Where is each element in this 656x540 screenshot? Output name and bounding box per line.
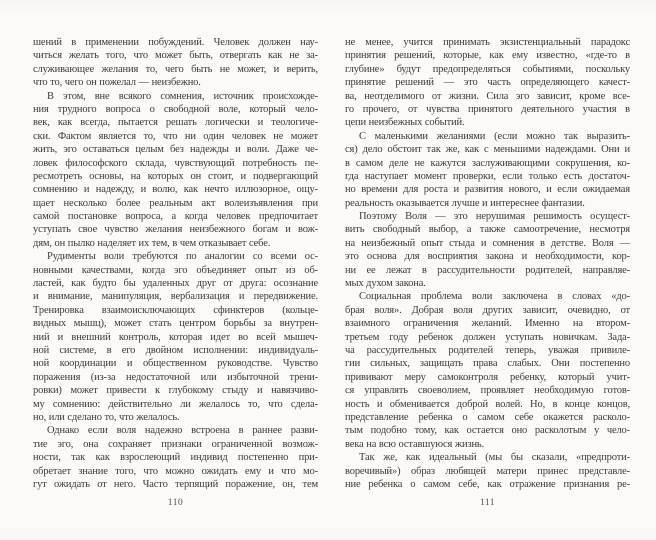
text-line: читься желать того, что может быть, отвергать как не за- <box>33 50 318 62</box>
text-line: но времени для роста и развития нового, и если ожидаемая <box>345 184 630 196</box>
text-line: шений в применении побуждений. Человек должен нау- <box>33 37 318 48</box>
text-line: ности, так как взрослеющий индивид постепенно при- <box>33 452 318 464</box>
text-line: третьем году ребенок должен уступать новичкам. Зада- <box>345 331 630 343</box>
text-line: ся) дело обстоит так же, как с меньшими надеждами. Они и <box>345 144 630 156</box>
text-line: гии сильных, защищать права слабых. Они постепенно <box>345 358 630 370</box>
text-line: ний и внешний контроль, которая идет во всей мышеч- <box>33 331 318 343</box>
text-line: ся управлять своеволием, проявляет необходимую готов- <box>345 385 630 397</box>
text-line: обретает знание того, что можно ожидать ему и что мо- <box>33 465 318 477</box>
text-line: тие эго, она сохраняет признаки ограниченной возмож- <box>33 438 318 450</box>
text-line: самой постановке вопроса, а когда человек предпочитает <box>33 211 318 223</box>
text-line: принятие решений — это часть определяющего качест- <box>345 77 630 89</box>
text-line: что то, чего он пожелал — неизбежно. <box>33 77 201 89</box>
text-line: воречивый») образ любящей матери принес представле- <box>345 465 630 477</box>
text-line: служивающее желания то, чего быть не может, и верить, <box>33 63 318 75</box>
page-111 <box>328 0 656 540</box>
text-line: ние ребенка о самом себе, как отражение признания ре- <box>345 478 630 490</box>
text-line: Поэтому Воля — это нерушимая решимость осущест- <box>359 211 630 223</box>
text-line: век, как всегда, пытается решать логически и теологиче- <box>33 117 318 129</box>
text-line: В этом, вне всякого сомнения, источник происхожде- <box>47 90 318 102</box>
text-line: мых духом закона. <box>345 278 426 290</box>
text-line: жить, эго оставаться целым без надежды и воли. Даже че- <box>33 144 318 156</box>
text-line: но, или сделано то, что желалось. <box>33 411 180 423</box>
text-line: века на всю оставшуюся жизнь. <box>345 438 485 450</box>
text-line: Так же, как идеальный (мы бы сказали, «предпроти- <box>359 452 630 464</box>
text-line: уступать свое чувство желания неизбежного богам и вож- <box>33 224 318 236</box>
text-line: гут ожидать от него. Часто терпящий поражение, он, тем <box>33 478 318 490</box>
text-line: не менее, учится принимать экзистенциальный парадокс <box>345 37 630 48</box>
text-line: поражения (из-за недостаточной или избыточной трени- <box>33 371 318 383</box>
page-111-text <box>345 36 630 491</box>
text-line: С маленькими желаниями (если можно так выразить- <box>359 130 630 142</box>
text-line: Однако если воля надежно встроена в раннее разви- <box>47 425 318 437</box>
page-111-number: 111 <box>479 498 496 508</box>
text-line: го прочего, от чувства принятого деятельного участия в <box>345 103 630 115</box>
text-line: представление ребенка о самом себе окажется расколо- <box>345 411 630 423</box>
text-line: Тренировка взаимоисключающих сфинктеров (кольце- <box>33 304 318 316</box>
text-line: на неизбежный опыт стыда и сомнения в детстве. Воля — <box>345 237 630 249</box>
text-line: ния трудного вопроса о свободной воле, который чело- <box>33 103 318 115</box>
text-line: дям, он пылко наделяет их тем, в чем отказывает себе. <box>33 237 271 249</box>
text-line: реальность оказывается лучше и интереснее фантазии. <box>345 197 585 209</box>
text-line: в самом деле не кажутся заслуживающими сокрушения, ко- <box>345 157 630 169</box>
text-line: гда наступает момент проверки, если только есть достаточ- <box>345 170 630 182</box>
text-line: ни ее лежат в рассудительности родителей, направляе- <box>345 264 630 276</box>
text-line: цепи неизбежных событий. <box>345 117 465 129</box>
text-line: вить свободный выбор, а также самоотречение, несмотря <box>345 224 630 236</box>
text-line: ресмотреть основы, на которых он стоит, и подвергающий <box>33 170 318 182</box>
text-line: видных мышц), может стать центром борьбы за внутрен- <box>33 318 318 330</box>
text-line: новными качествами, когда эго объединяет опыт из об- <box>33 264 318 276</box>
text-line: это основа для восприятия закона и необходимости, кор- <box>345 251 630 263</box>
text-line: глубине» будут предопределяться событиями, поскольку <box>345 63 630 75</box>
text-line: Социальная проблема воли заключена в словах «до- <box>359 291 630 303</box>
text-line: брая воля». Добрая воля других зависит, очевидно, от <box>345 304 630 316</box>
text-line: ластей, как будто бы удаленных друг от друга: осознание <box>33 278 318 290</box>
text-line: сомнению и надежду, и волю, как нечто иллюзорное, ощу- <box>33 184 318 196</box>
text-line: тым подобно тому, как остается оно расколотым у чело- <box>345 425 630 437</box>
text-line: ча рассудительных родителей теперь, уважая привиле- <box>345 344 630 356</box>
text-line: прививают меру самоконтроля ребенку, который учит- <box>345 371 630 383</box>
text-line: Рудименты воли требуются по аналогии со всеми ос- <box>47 251 318 263</box>
text-line: принятия решений, которые, как ему известно, «где-то в <box>345 50 630 62</box>
text-line: ски. Фактом является то, что ни один человек не может <box>33 130 318 142</box>
text-line: ной системе, в его двойном исполнении: индивидуаль- <box>33 344 318 356</box>
text-line: ной координации и общественном руководстве. Чувство <box>33 358 318 370</box>
page-110-text <box>33 36 318 491</box>
text-line: ность и обменивается доброй волей. Но, в конце концов, <box>345 398 630 410</box>
text-line: и внимание, манипуляция, вербализация и передвижение. <box>33 291 318 303</box>
text-line: му сомнению: действительно ли желалось то, что сдела- <box>33 398 318 410</box>
page-110-number: 110 <box>167 498 184 508</box>
text-line: ровки) может привести к глубокому стыду и навязчиво- <box>33 385 318 397</box>
text-line: ловек философского склада, чувствующий потребность пе- <box>33 157 318 169</box>
text-line: щает несколько более реальным акт волеизъявления при <box>33 197 318 209</box>
text-line: взаимного ограничения желаний. Именно на втором- <box>345 318 630 330</box>
text-line: ва, неотделимого от жизни. Сила эго зависит, кроме все- <box>345 90 630 102</box>
